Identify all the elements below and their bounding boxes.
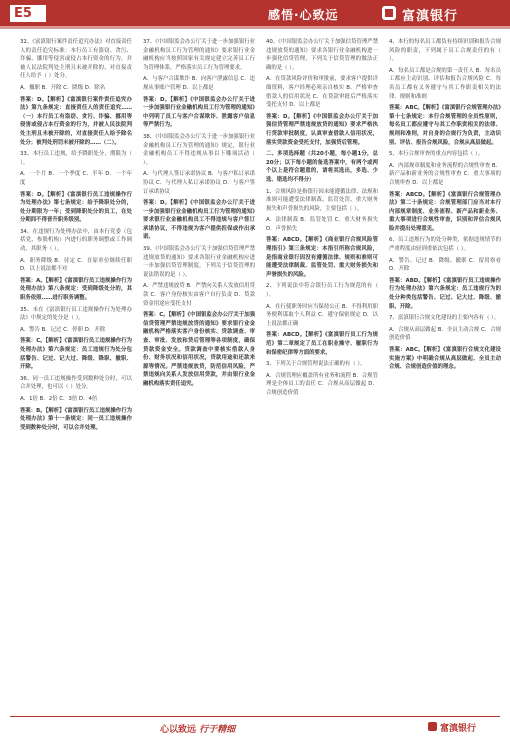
section-title: 感悟·心致远 [268, 8, 339, 22]
footer-slogan-left: 心以致远 [160, 725, 197, 735]
paragraph: A．每名员工都是合规的第一责任人 B．每名员工都应主动识别、评估和报告合规风险 C．每名员工都有义务遵守与其工作职责相关的法律、规则和准则 [389, 67, 501, 100]
paragraph: 6、员工违规行为的处分种类，依据违规情节的严重程度由轻到重依次包括（ ）。 [389, 237, 501, 253]
paragraph: 1、合规风险是指银行因未能遵循法律、法规和准则可能遭受法律制裁、监管处罚、重大财务损失和声誉损失的风险，主要包括（ ）。 [266, 188, 378, 212]
paragraph: 7、富滇银行合规文化建设的主要内容有（ ）。 [389, 315, 500, 322]
paragraph: A．内部规章制度和业务流程的合规性审查 B．新产品和新业务的合规性审查 C．重大事项的合规审查 D．以上都是 [389, 162, 501, 186]
answer: 答案：ABCD。【解析】《商业银行合规风险管理指引》第三条规定：本指引所称合规风险，是指商业银行因没有遵循法律、规则和准则可能遭受法律制裁、监管处罚、重大财务损失和声誉损失的风险。 [266, 237, 378, 278]
answer: 答案：C。【解析】《中国银监会办公厅关于加强信贷管理严禁违规放贷的通知》要求银行业金融机构严格落实客户身份核实、贷款调查、审查、审批、发放和贷后管理等各项制度，确保贷款资金安全。贷款调查中要核实借款人身份、财务状况和信用状况，贷款用途和还款来源等情况。严禁违规放贷，防范信用风险，严禁违规向关系人发放信用贷款，并由银行业金融机构落实责任追究。 [143, 312, 255, 387]
text-column-3 [266, 38, 378, 698]
answer: 答案：D。【解析】《中国银监会办公厅关于进一步加强银行业金融机构员工行为管理的通知》要求银行业金融机构员工不得违规与客户签订承诺协议，不得违规为客户提供担保或作出承诺。 [143, 200, 255, 241]
paragraph: 33、本行员工违规，给予降职处分，期限为（ ）。 [20, 151, 132, 166]
paragraph: A．职务降级 B．待定 C．在原单位继续任职 D．以上说法都不对 [20, 257, 132, 273]
answer: 答案：ABD。【解析】《富滇银行员工违规操作行为处理办法》第六条规定：员工违规行为的处分种类包括警告、记过、记大过、降级、撤职、开除。 [389, 277, 501, 310]
paragraph: A．一个月 B．一个季度 C．半年 D．一个年度 [20, 171, 132, 186]
section-heading: 二、多项选择题（共20小题，每小题1分，总20分；以下每小题的备选答案中，有两个或两个以上是符合题意的，请将其选出，多选、少选、错选均不得分） [266, 151, 378, 183]
paragraph: 39、《中国银监会办公厅关于加强信贷管理严禁违规放贷的通知》要求各银行业金融机构应进一步加强信贷管理制度，下列关于信贷管理的说法错误的是（ ）。 [143, 246, 255, 278]
paragraph: A．在贷款风险评价和审批前，要求客户提供详细资料，客户经理必须亲自核实 B．严格审查借款人的信用状况 C．在贷款审批后严格落实受托支付 D．以上都是 [266, 76, 378, 109]
header-divider [0, 26, 510, 29]
paragraph: 40、《中国银监会办公厅关于加强信贷管理严禁违规放贷的通知》要求各银行业金融机构进一步强化信贷管理，下列关于信贷管理的做法正确的是（ ）。 [266, 39, 378, 71]
answer: 答案：ABC。【解析】《富滇银行合规文化建设实施方案》中明确合规从高层做起、全员主动合规、合规创造价值的理念。 [389, 347, 501, 371]
paragraph: 36、同一员工违规操作受到数种处分时，可以合并处理，也可以（ ）处分。 [20, 375, 132, 391]
paragraph: 35、未在《富滇银行员工违规操作行为处理办法》中规定的处分是（ ）。 [20, 306, 132, 322]
answer: 答案：ABCD。【解析】《富滇银行员工行为规范》第二章规定了员工在职业操守、履职行为和保密纪律等方面的要求。 [266, 332, 378, 356]
page-header [0, 0, 510, 26]
footer-slogan-right: 行于精细 [199, 725, 236, 735]
footer-logo-icon [428, 722, 437, 731]
paragraph: 2、下列说法中符合银行员工行为规范的有（ ）。 [266, 283, 378, 299]
paragraph: 37、《中国银监会办公厅关于进一步加强银行业金融机构员工行为管理的通知》要求银行业金融机构应当按照国家有关规定建立完善员工行为管理体系，严格落实员工行为管理要求。 [143, 39, 255, 71]
footer-bank-name: 富滇银行 [440, 724, 477, 734]
paragraph: A．法律制裁 B．监管处罚 C．重大财务损失 D．声誉损失 [266, 217, 378, 232]
answer: 答案：D。【解析】《富滇银行案件责任追究办法》第九条规定：直接责任人的责任追究……（一）本行员工有盗窃、贪污、诈骗、挪用等侵害或侵占本行资金的行为，并被人民法院判处主刑且未被开除的，对直接责任人给予除名处分；被判处刑罚未被开除的……（二）。 [20, 96, 132, 146]
paragraph: A．撤职 B．开除 C．降级 D．除名 [20, 84, 106, 91]
answer: 答案：D。【解析】《中国银监会办公厅关于加强信贷管理严禁违规放贷的通知》要求严格执行贷款审批制度，认真审查借款人信用状况，落实贷款资金受托支付，加强贷后管理。 [266, 113, 378, 146]
text-column-4 [389, 38, 501, 698]
paragraph: A．警告 B．记过 C．停职 D．开除 [20, 326, 106, 333]
answer: 答案：ABCD。【解析】《富滇银行合规管理办法》第二十条规定：合规管理部门应当对本行内部规章制度、业务流程、新产品和新业务、重大事项进行合规性审查，识别和评估合规风险并提出处理意见。 [389, 191, 501, 232]
paragraph: A．在行使职务时应当保持公正 B．不得利用职务便利谋取个人利益 C．遵守保密规定 D．以上说法都正确 [266, 303, 378, 327]
text-column-1 [20, 38, 132, 698]
paragraph: 4、本行的每名员工都负有持续识别和报告合规风险的职责，下列属于员工合规责任的有（ ）。 [389, 39, 501, 63]
answer: 答案：D。【解析】《富滇银行员工违规操作行为处理办法》第七条规定：给予降职处分的，处分期限为一年；受到降职处分的员工，在处分期间不得晋升职务级别。 [20, 191, 132, 224]
paragraph: 5、本行合规审查的重点内容包括（ ）。 [389, 151, 484, 158]
paragraph: A．与代理人签订承诺协议 B．与客户私订承诺协议 C．与代理人私订承诺协议 D．与客户签订承诺协议 [143, 171, 255, 195]
paragraph: A．合规管理应覆盖所有业务和流程 B．合规管理是全体员工的责任 C．合规从高层做起 D．合规创造价值 [266, 372, 378, 396]
paragraph: A．警告、记过 B．降级、撤职 C．留用察看 D．开除 [389, 257, 501, 273]
paragraph: A．1倍 B．2倍 C．3倍 D．4倍 [20, 395, 98, 402]
page-number: E5 [10, 5, 46, 22]
bank-logo-icon [382, 6, 396, 20]
answer: 答案：A。【解析】《富滇银行员工违规操作行为处理办法》第八条规定：受到降级处分的，其职务依照……进行职务调整。 [20, 277, 132, 302]
text-column-2 [143, 38, 255, 698]
paragraph: A．合规从高层做起 B．全员主动合规 C．合规创造价值 [389, 326, 501, 342]
footer-divider [10, 716, 500, 717]
paragraph: A．与客户合谋欺诈 B．向客户泄露信息 C．违规从事账户管理 D．以上都是 [143, 76, 255, 91]
answer: 答案：B。【解析】《富滇银行员工违规操作行为处理办法》第十一条规定：同一员工违规操作受到数种处分时，可以合并处理。 [20, 407, 132, 431]
answer: 答案：D。【解析】《中国银监会办公厅关于进一步加强银行业金融机构员工行为管理的通知》中列明了员工与客户合谋欺诈、泄露客户信息等严禁行为。 [143, 96, 255, 129]
answer: 答案：C。【解析】《富滇银行员工违规操作行为处理办法》第六条规定：员工违规行为处分包括警告、记过、记大过、降级、降职、撤职、开除。 [20, 338, 132, 371]
answer: 答案：ABC。【解析】《富滇银行合规管理办法》第十七条规定：本行合规管理的全员性原则，每名员工都应遵守与其工作职责相关的法律、规则和准则，对自身的合规行为负责，主动识别、评估、报告合规风险，合规从高层做起。 [389, 105, 501, 146]
paragraph: 32、《富滇银行案件责任追究办法》对直接责任人的责任追究标准：本行员工有盗窃、贪污、诈骗、挪用等侵害或侵占本行资金的行为，并被人民法院判处主刑且未被开除的，对直接责任人给予（ ）处分。 [20, 39, 132, 80]
paragraph: 34、在违规行为处理办法中，由本行党委（包括党、参股机构）内进行的职务调整或工作调动，其职务（ ）。 [20, 228, 132, 253]
footer-slogan [160, 722, 235, 735]
paragraph: A．严禁违规放贷 B．严禁向关系人发放信用贷款 C．客户身份核实由客户自行负责 D．贷款资金用途应受托支付 [143, 283, 255, 307]
paragraph: 38、《中国银监会办公厅关于进一步加强银行业金融机构员工行为管理的通知》规定，银行业金融机构员工不得违规从事以下哪项活动（ ）。 [143, 133, 255, 166]
paragraph: 3、下列关于合规管理说法正确的有（ ）。 [266, 361, 366, 368]
bank-name: 富滇银行 [402, 9, 459, 24]
